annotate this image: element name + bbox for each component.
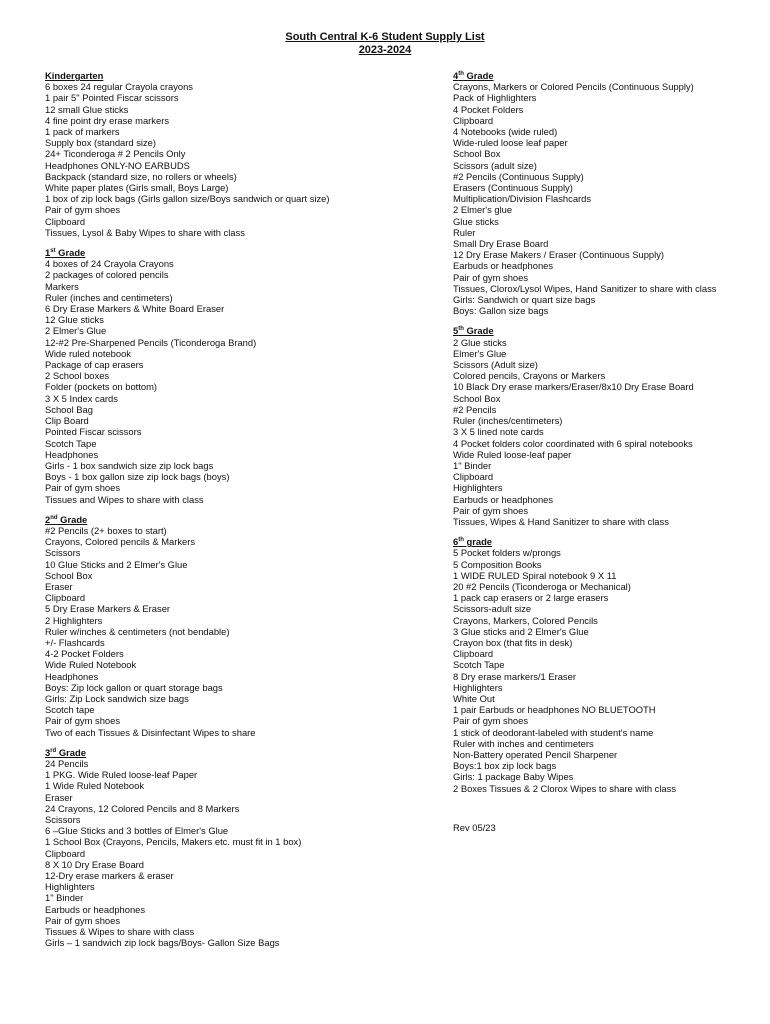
supply-item: Boys:1 box zip lock bags bbox=[453, 760, 557, 772]
right-column bbox=[453, 70, 718, 833]
supply-item: 2 Highlighters bbox=[45, 614, 103, 626]
grade-heading-number: 3 bbox=[45, 746, 51, 758]
supply-item: 5 Pocket folders w/prongs bbox=[453, 547, 561, 559]
supply-item: Supply box (standard size) bbox=[45, 137, 156, 149]
supply-item: Clipboard bbox=[453, 114, 494, 126]
supply-item: 6 –Glue Sticks and 3 bottles of Elmer's Glue bbox=[45, 825, 229, 837]
grade-section bbox=[45, 514, 405, 738]
supply-item: #2 Pencils (Continuous Supply) bbox=[453, 170, 584, 182]
supply-item: Headphones bbox=[45, 448, 99, 460]
supply-item: 10 Glue Sticks and 2 Elmer's Glue bbox=[45, 558, 188, 570]
supply-item: Ruler w/inches & centimeters (not bendable) bbox=[45, 625, 230, 637]
supply-item: 1 box of zip lock bags (Girls gallon size/Boys sandwich or quart size) bbox=[45, 193, 330, 205]
supply-item: Markers bbox=[45, 280, 79, 292]
supply-item: Small Dry Erase Board bbox=[453, 238, 549, 250]
supply-item: Earbuds or headphones bbox=[45, 903, 146, 915]
grade-heading-ordinal: th bbox=[458, 70, 464, 77]
supply-item: Folder (pockets on bottom) bbox=[45, 381, 158, 393]
supply-item: Wide Ruled loose-leaf paper bbox=[453, 448, 572, 460]
supply-item: 1 WIDE RULED Spiral notebook 9 X 11 bbox=[453, 569, 617, 581]
supply-item: 4 fine point dry erase markers bbox=[45, 114, 170, 126]
supply-item: 12-#2 Pre-Sharpened Pencils (Ticonderoga Brand) bbox=[45, 336, 257, 348]
supply-item: 4-2 Pocket Folders bbox=[45, 648, 124, 660]
supply-item: Clipboard bbox=[453, 648, 494, 660]
supply-item: Package of cap erasers bbox=[45, 359, 144, 371]
supply-item: Eraser bbox=[45, 791, 73, 803]
supply-item: 2 Elmer's glue bbox=[453, 204, 513, 216]
revision-note: Rev 05/23 bbox=[453, 821, 496, 833]
supply-item: White Out bbox=[453, 692, 495, 704]
supply-item: Highlighters bbox=[453, 681, 503, 693]
supply-item: Earbuds or headphones bbox=[453, 493, 554, 505]
supply-item: Girls: Sandwich or quart size bags bbox=[453, 294, 596, 306]
supply-item: White paper plates (Girls small, Boys Large) bbox=[45, 182, 229, 194]
supply-item: 1 School Box (Crayons, Pencils, Makers etc. must fit in 1 box) bbox=[45, 836, 302, 848]
supply-item: Clip Board bbox=[45, 415, 89, 427]
supply-item: Eraser bbox=[45, 580, 73, 592]
grade-heading-ordinal: th bbox=[458, 326, 464, 333]
grade-heading bbox=[45, 514, 405, 525]
supply-item: #2 Pencils bbox=[453, 403, 497, 415]
supply-item: Pair of gym shoes bbox=[453, 271, 529, 283]
grade-heading-number: 2 bbox=[45, 513, 51, 525]
supply-item: 3 Glue sticks and 2 Elmer's Glue bbox=[453, 625, 589, 637]
grade-heading-number: 1 bbox=[45, 247, 51, 259]
supply-item: 2 Glue sticks bbox=[453, 336, 507, 348]
supply-item: 1 Wide Ruled Notebook bbox=[45, 780, 145, 792]
supply-item: 5 Composition Books bbox=[453, 558, 542, 570]
supply-item: Scissors bbox=[45, 547, 81, 559]
supply-item: 1 pack of markers bbox=[45, 126, 120, 138]
supply-item: 4 boxes of 24 Crayola Crayons bbox=[45, 258, 174, 270]
grade-heading-suffix: Grade bbox=[463, 325, 494, 337]
supply-item: Wide Ruled Notebook bbox=[45, 659, 137, 671]
supply-item: Pair of gym shoes bbox=[45, 482, 121, 494]
grade-heading-number: 4 bbox=[453, 70, 459, 81]
supply-item: 2 packages of colored pencils bbox=[45, 269, 169, 281]
supply-item: Colored pencils, Crayons or Markers bbox=[453, 370, 606, 382]
supply-item: Earbuds or headphones bbox=[453, 260, 554, 272]
grade-heading-ordinal: th bbox=[458, 537, 464, 543]
supply-item: Tissues, Wipes & Hand Sanitizer to share with class bbox=[453, 515, 669, 527]
supply-item: Clipboard bbox=[453, 471, 494, 483]
supply-item: 4 Notebooks (wide ruled) bbox=[453, 126, 558, 138]
supply-item: Girls: Zip Lock sandwich size bags bbox=[45, 692, 189, 704]
supply-item: Scissors bbox=[45, 814, 81, 825]
supply-item: Scotch Tape bbox=[453, 659, 505, 671]
supply-item: 12-Dry erase markers & eraser bbox=[45, 870, 174, 882]
supply-item: Girls – 1 sandwich zip lock bags/Boys- Gallon Size Bags bbox=[45, 937, 280, 949]
supply-item: 8 Dry erase markers/1 Eraser bbox=[453, 670, 576, 682]
grade-heading bbox=[45, 70, 405, 81]
grade-heading-suffix: Grade bbox=[57, 513, 88, 525]
supply-item: 8 X 10 Dry Erase Board bbox=[45, 858, 145, 870]
supply-item: 2 Elmer's Glue bbox=[45, 325, 107, 337]
supply-item: 12 small Glue sticks bbox=[45, 103, 129, 115]
grade-heading bbox=[45, 747, 405, 758]
supply-item: Multiplication/Division Flashcards bbox=[453, 193, 592, 205]
document-year: 2023-2024 bbox=[358, 43, 412, 56]
supply-item: 4 Pocket folders color coordinated with 6 spiral notebooks bbox=[453, 437, 693, 449]
supply-item: Pair of gym shoes bbox=[453, 715, 529, 727]
supply-item: Ruler (inches/centimeters) bbox=[453, 415, 563, 427]
supply-item: Pair of gym shoes bbox=[45, 204, 121, 216]
supply-item: 20 #2 Pencils (Ticonderoga or Mechanical) bbox=[453, 580, 631, 592]
grade-heading-ordinal: st bbox=[50, 247, 56, 254]
grade-heading-number: 6 bbox=[453, 536, 459, 548]
supply-item: Headphones bbox=[45, 670, 99, 682]
supply-item: 1 pack cap erasers or 2 large erasers bbox=[453, 592, 609, 604]
grade-heading-suffix: grade bbox=[463, 536, 493, 548]
supply-item: Ruler with inches and centimeters bbox=[453, 737, 594, 749]
right-sections bbox=[453, 70, 718, 794]
supply-item: 24 Crayons, 12 Colored Pencils and 8 Markers bbox=[45, 802, 240, 814]
supply-item: 1 stick of deodorant-labeled with student's name bbox=[453, 726, 654, 738]
supply-item: 2 Boxes Tissues & 2 Clorox Wipes to share with class bbox=[453, 782, 677, 794]
supply-item: 3 X 5 Index cards bbox=[45, 392, 118, 404]
supply-item: Boys - 1 box gallon size zip lock bags (boys) bbox=[45, 471, 230, 483]
supply-item: Scissors-adult size bbox=[453, 603, 532, 615]
supply-item: Crayons, Markers or Colored Pencils (Continuous Supply) bbox=[453, 81, 694, 93]
supply-item: Scissors (adult size) bbox=[453, 159, 537, 171]
supply-item: Tissues, Clorox/Lysol Wipes, Hand Sanitizer to share with class bbox=[453, 282, 717, 294]
document-title: South Central K-6 Student Supply List bbox=[285, 31, 485, 43]
supply-item: Wide-ruled loose leaf paper bbox=[453, 137, 568, 149]
supply-item: Clipboard bbox=[45, 215, 86, 227]
grade-section bbox=[45, 747, 405, 949]
grade-heading-number: 5 bbox=[453, 325, 459, 337]
supply-item: 3 X 5 lined note cards bbox=[453, 426, 544, 438]
supply-item: Highlighters bbox=[453, 482, 503, 494]
supply-item: School Box bbox=[453, 392, 501, 404]
supply-item: 1 PKG. Wide Ruled loose-leaf Paper bbox=[45, 769, 198, 781]
supply-item: 5 Dry Erase Markers & Eraser bbox=[45, 603, 171, 615]
supply-item: Tissues, Lysol & Baby Wipes to share with class bbox=[45, 226, 245, 238]
supply-item: 1 pair 5" Pointed Fiscar scissors bbox=[45, 92, 179, 104]
supply-item: Scotch Tape bbox=[45, 437, 97, 449]
supply-item: #2 Pencils (2+ boxes to start) bbox=[45, 524, 167, 536]
grade-heading-suffix: Grade bbox=[55, 247, 86, 259]
grade-section bbox=[45, 70, 405, 238]
supply-item: Clipboard bbox=[45, 847, 86, 859]
supply-item: 1" Binder bbox=[45, 892, 84, 904]
supply-item: Clipboard bbox=[45, 592, 86, 604]
supply-item: Erasers (Continuous Supply) bbox=[453, 182, 573, 194]
supply-item: Girls: 1 package Baby Wipes bbox=[453, 771, 574, 783]
supply-item: 10 Black Dry erase markers/Eraser/8x10 Dry Erase Board bbox=[453, 381, 694, 393]
document-title-block bbox=[0, 31, 770, 56]
grade-heading-ordinal: rd bbox=[50, 747, 57, 754]
supply-item: Non-Battery operated Pencil Sharpener bbox=[453, 748, 618, 760]
supply-item: Ruler bbox=[453, 226, 476, 238]
supply-item: School Bag bbox=[45, 403, 93, 415]
supply-item: Boys: Zip lock gallon or quart storage bags bbox=[45, 681, 223, 693]
supply-item: Pack of Highlighters bbox=[453, 92, 537, 104]
supply-item: School Box bbox=[45, 569, 93, 581]
supply-item: 6 boxes 24 regular Crayola crayons bbox=[45, 81, 193, 93]
grade-section bbox=[453, 70, 718, 316]
supply-item: Pair of gym shoes bbox=[453, 504, 529, 516]
supply-item: Pointed Fiscar scissors bbox=[45, 426, 142, 438]
supply-item: 24 Pencils bbox=[45, 757, 89, 769]
grade-heading bbox=[453, 70, 718, 81]
supply-item: Wide ruled notebook bbox=[45, 347, 131, 359]
grade-heading bbox=[45, 247, 405, 258]
grade-section bbox=[453, 536, 718, 794]
supply-item: Girls - 1 box sandwich size zip lock bags bbox=[45, 459, 214, 471]
supply-item: Boys: Gallon size bags bbox=[453, 305, 549, 317]
supply-item: 2 School boxes bbox=[45, 370, 110, 382]
grade-section bbox=[453, 325, 718, 527]
supply-item: Headphones ONLY-NO EARBUDS bbox=[45, 159, 190, 171]
supply-item: Crayons, Markers, Colored Pencils bbox=[453, 614, 598, 626]
grade-heading bbox=[453, 325, 718, 336]
supply-item: Tissues & Wipes to share with class bbox=[45, 926, 195, 938]
supply-item: 4 Pocket Folders bbox=[453, 103, 524, 115]
supply-item: Scotch tape bbox=[45, 704, 95, 716]
supply-item: Ruler (inches and centimeters) bbox=[45, 291, 173, 303]
supply-item: 1 pair Earbuds or headphones NO BLUETOOTH bbox=[453, 704, 656, 716]
left-column bbox=[45, 70, 405, 957]
supply-item: Backpack (standard size, no rollers or wheels) bbox=[45, 170, 237, 182]
supply-item: 1" Binder bbox=[453, 459, 492, 471]
supply-item: 12 Glue sticks bbox=[45, 314, 104, 326]
supply-item: Elmer's Glue bbox=[453, 347, 507, 359]
grade-heading-suffix: Grade bbox=[56, 746, 86, 758]
supply-item: Scissors (Adult size) bbox=[453, 359, 538, 371]
grade-heading-number: Kindergarten bbox=[45, 70, 104, 81]
supply-item: Crayon box (that fits in desk) bbox=[453, 636, 573, 648]
supply-item: Tissues and Wipes to share with class bbox=[45, 493, 204, 505]
supply-item: Crayons, Colored pencils & Markers bbox=[45, 536, 196, 548]
supply-item: Pair of gym shoes bbox=[45, 914, 121, 926]
grade-heading-ordinal: nd bbox=[50, 514, 58, 521]
supply-item: School Box bbox=[453, 148, 501, 160]
grade-heading-suffix: Grade bbox=[463, 70, 494, 81]
supply-item: Highlighters bbox=[45, 881, 95, 893]
grade-section bbox=[45, 247, 405, 505]
supply-item: 12 Dry Erase Makers / Eraser (Continuous Supply) bbox=[453, 249, 665, 261]
supply-item: Glue sticks bbox=[453, 215, 499, 227]
supply-item: Pair of gym shoes bbox=[45, 715, 121, 727]
supply-item: +/- Flashcards bbox=[45, 636, 105, 648]
grade-heading bbox=[453, 536, 718, 547]
supply-item: 6 Dry Erase Markers & White Board Eraser bbox=[45, 303, 225, 315]
supply-item: 24+ Ticonderoga # 2 Pencils Only bbox=[45, 148, 186, 160]
supply-item: Two of each Tissues & Disinfectant Wipes to share bbox=[45, 726, 256, 738]
